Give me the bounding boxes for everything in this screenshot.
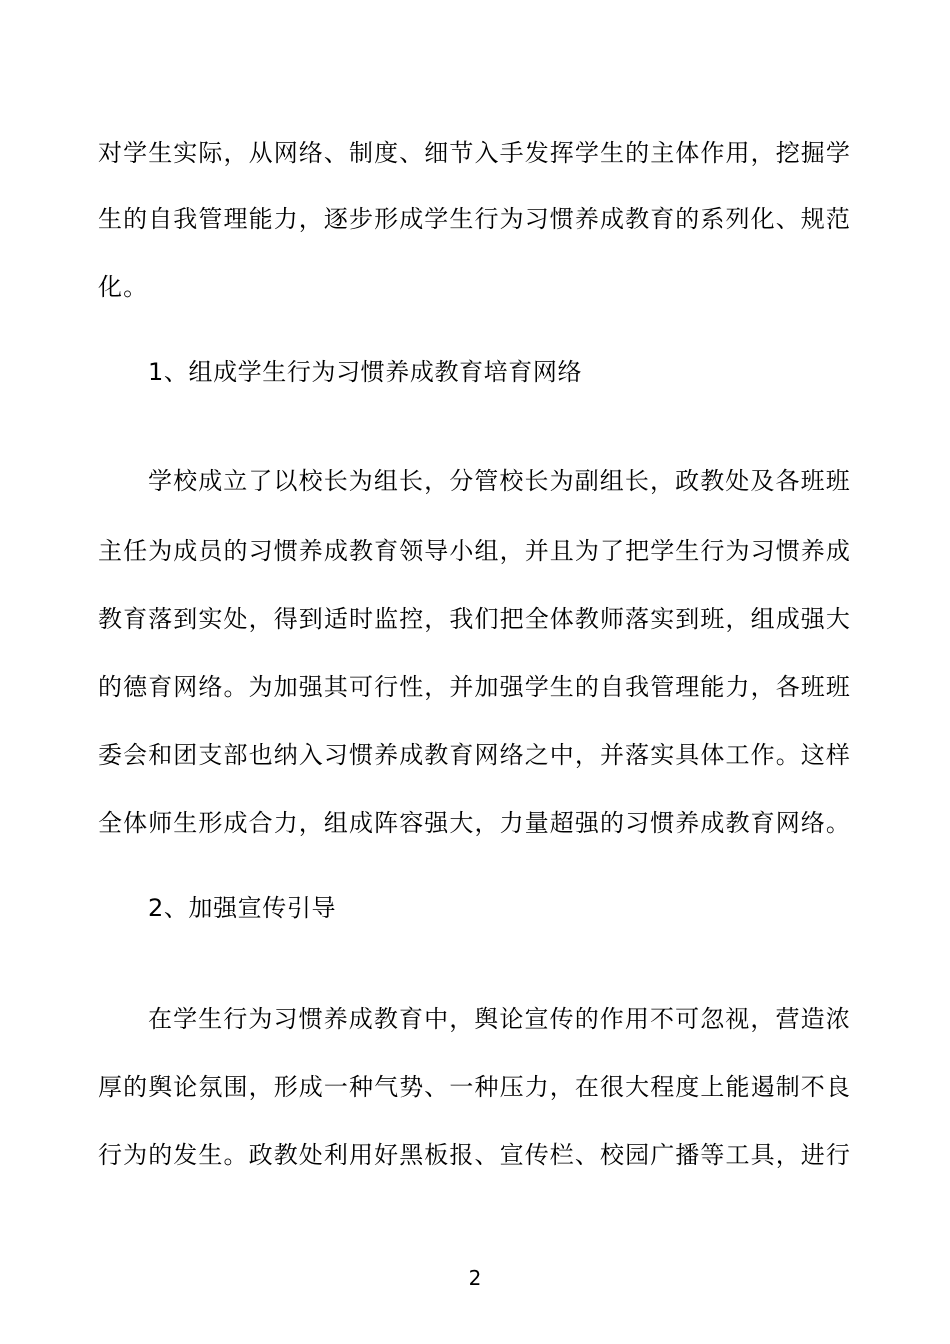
section1-line-2: 主任为成员的习惯养成教育领导小组，并且为了把学生行为习惯养成 xyxy=(98,537,851,565)
section-heading-1: 1、组成学生行为习惯养成教育培育网络 xyxy=(148,358,583,386)
section2-line-3: 行为的发生。政教处利用好黑板报、宣传栏、校园广播等工具，进行 xyxy=(98,1141,851,1169)
section1-line-5: 委会和团支部也纳入习惯养成教育网络之中，并落实具体工作。这样 xyxy=(98,741,851,769)
page-number: 2 xyxy=(468,1266,482,1290)
section1-line-1: 学校成立了以校长为组长，分管校长为副组长，政教处及各班班 xyxy=(148,467,851,495)
section1-line-4: 的德育网络。为加强其可行性，并加强学生的自我管理能力，各班班 xyxy=(98,673,851,701)
intro-line-1: 对学生实际，从网络、制度、细节入手发挥学生的主体作用，挖掘学 xyxy=(98,139,851,167)
intro-line-3: 化。 xyxy=(98,273,149,301)
intro-line-2: 生的自我管理能力，逐步形成学生行为习惯养成教育的系列化、规范 xyxy=(98,205,851,233)
section2-line-1: 在学生行为习惯养成教育中，舆论宣传的作用不可忽视，营造浓 xyxy=(148,1005,851,1033)
section-heading-2: 2、加强宣传引导 xyxy=(148,894,337,922)
section1-line-3: 教育落到实处，得到适时监控，我们把全体教师落实到班，组成强大 xyxy=(98,605,851,633)
section1-line-6: 全体师生形成合力，组成阵容强大，力量超强的习惯养成教育网络。 xyxy=(98,809,851,837)
section2-line-2: 厚的舆论氛围，形成一种气势、一种压力，在很大程度上能遏制不良 xyxy=(98,1073,851,1101)
